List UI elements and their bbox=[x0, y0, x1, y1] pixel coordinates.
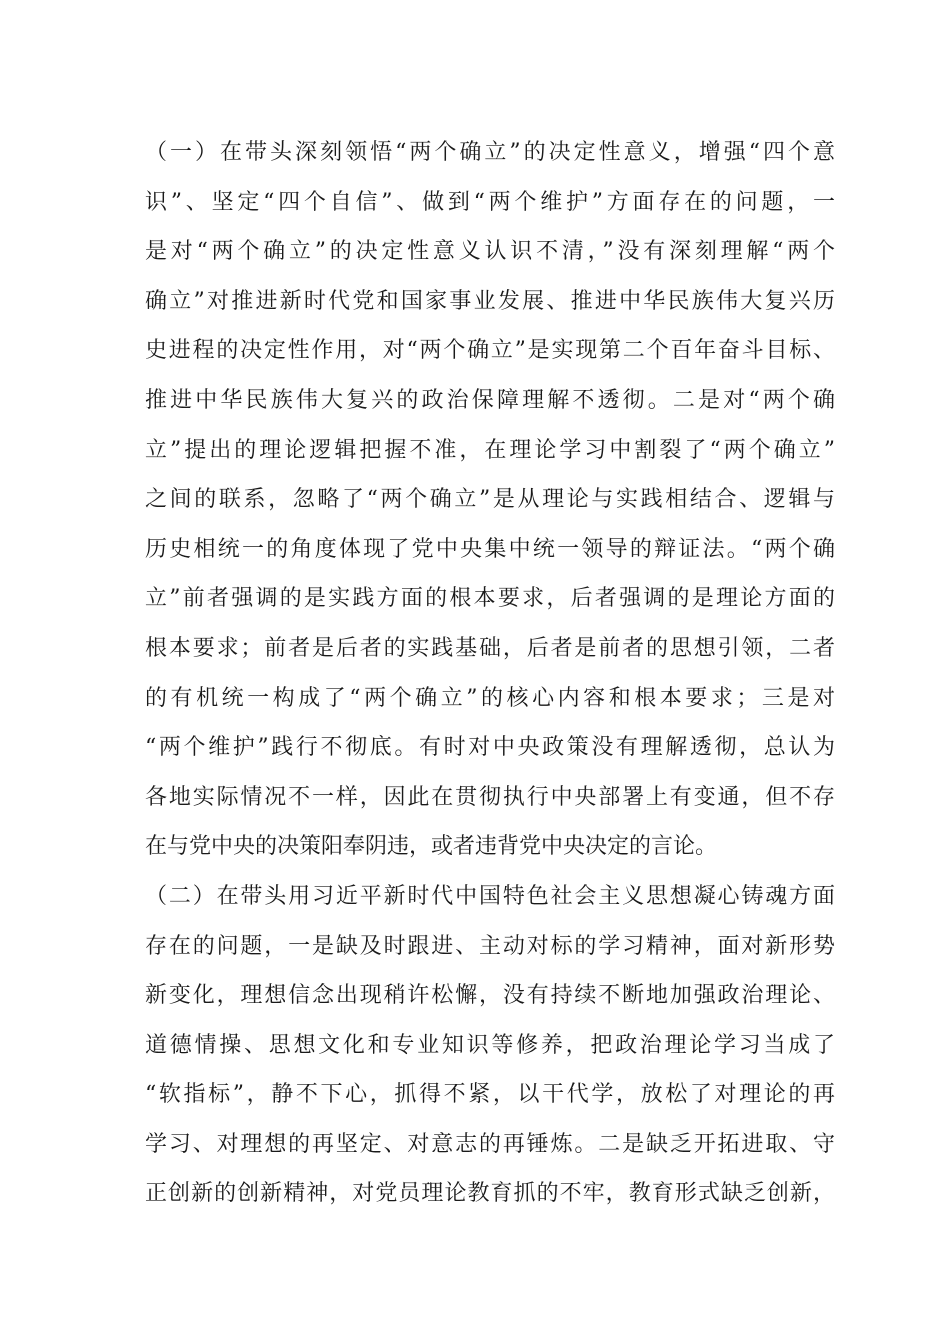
text-line-15: 在与党中央的决策阳奉阴违，或者违背党中央决定的言论。 bbox=[145, 834, 718, 860]
text-line-16: （二）在带头用习近平新时代中国特色社会主义思想凝心铸魂方面 bbox=[145, 883, 835, 909]
text-line-4: 确立”对推进新时代党和国家事业发展、推进中华民族伟大复兴历 bbox=[145, 288, 835, 314]
text-line-22: 正创新的创新精神，对党员理论教育抓的不牢，教育形式缺乏创新， bbox=[145, 1181, 835, 1207]
text-line-11: 根本要求；前者是后者的实践基础，后者是前者的思想引领，二者 bbox=[145, 635, 835, 661]
text-line-20: “软指标”，静不下心，抓得不紧，以干代学，放松了对理论的再 bbox=[145, 1082, 835, 1108]
text-line-19: 道德情操、思想文化和专业知识等修养，把政治理论学习当成了 bbox=[145, 1032, 835, 1058]
text-line-7: 立”提出的理论逻辑把握不准，在理论学习中割裂了“两个确立” bbox=[145, 437, 835, 463]
text-line-17: 存在的问题，一是缺及时跟进、主动对标的学习精神，面对新形势 bbox=[145, 933, 835, 959]
text-line-2: 识”、坚定“四个自信”、做到“两个维护”方面存在的问题，一 bbox=[145, 189, 835, 215]
text-line-8: 之间的联系，忽略了“两个确立”是从理论与实践相结合、逻辑与 bbox=[145, 487, 835, 513]
text-line-12: 的有机统一构成了“两个确立”的核心内容和根本要求；三是对 bbox=[145, 685, 835, 711]
document-body bbox=[145, 128, 835, 1219]
text-line-10: 立”前者强调的是实践方面的根本要求，后者强调的是理论方面的 bbox=[145, 586, 835, 612]
text-line-5: 史进程的决定性作用，对“两个确立”是实现第二个百年奋斗目标、 bbox=[145, 338, 835, 364]
text-line-21: 学习、对理想的再坚定、对意志的再锤炼。二是缺乏开拓进取、守 bbox=[145, 1131, 835, 1157]
text-line-18: 新变化，理想信念出现稍许松懈，没有持续不断地加强政治理论、 bbox=[145, 983, 835, 1009]
text-line-14: 各地实际情况不一样，因此在贯彻执行中央部署上有变通，但不存 bbox=[145, 784, 835, 810]
text-line-3: 是对“两个确立”的决定性意义认识不清，”没有深刻理解“两个 bbox=[145, 239, 835, 265]
text-line-9: 历史相统一的角度体现了党中央集中统一领导的辩证法。“两个确 bbox=[145, 536, 835, 562]
text-line-6: 推进中华民族伟大复兴的政治保障理解不透彻。二是对“两个确 bbox=[145, 387, 835, 413]
text-line-13: “两个维护”践行不彻底。有时对中央政策没有理解透彻，总认为 bbox=[145, 735, 835, 761]
text-line-1: （一）在带头深刻领悟“两个确立”的决定性意义，增强“四个意 bbox=[145, 140, 835, 165]
